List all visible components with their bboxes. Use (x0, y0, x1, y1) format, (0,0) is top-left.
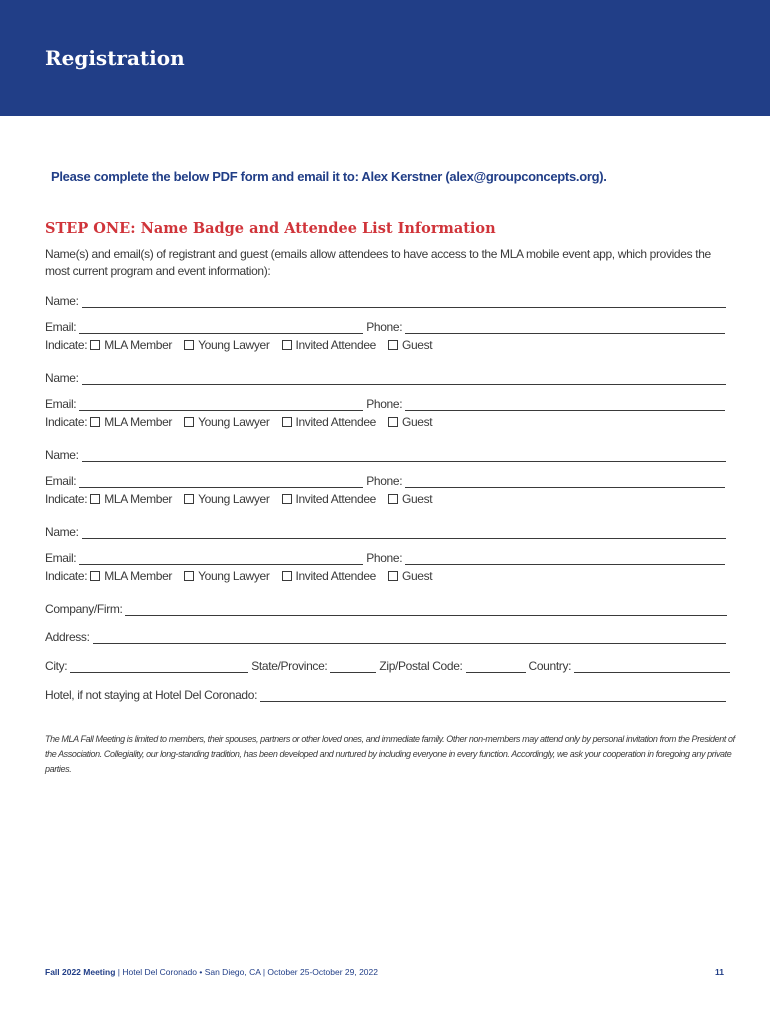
attendee-email-row (45, 472, 725, 488)
zip-field[interactable] (466, 660, 526, 673)
intro-text: Name(s) and email(s) of registrant and guest (emails allow attendees to have access to the MLA mobile event app, which provides the most current program and event information): (45, 247, 711, 278)
name-label: Name: (45, 371, 79, 385)
attendee-name-row (45, 523, 726, 539)
page-footer: Fall 2022 Meeting | Hotel Del Coronado • San Diego, CA | October 25-October 29, 2022 (45, 967, 378, 977)
state-label: State/Province: (251, 659, 328, 673)
attendee-name-row (45, 369, 726, 385)
phone-label: Phone: (366, 551, 403, 565)
attendee-name-row (45, 446, 726, 462)
footer-event: Fall 2022 Meeting (45, 967, 116, 977)
email-label: Email: (45, 397, 77, 411)
checkbox[interactable] (282, 494, 292, 504)
email-label: Email: (45, 474, 77, 488)
address-field[interactable] (93, 631, 726, 644)
email-field[interactable] (79, 321, 363, 334)
email-field[interactable] (79, 552, 363, 565)
checkbox[interactable] (90, 571, 100, 581)
company-field[interactable] (125, 603, 727, 616)
name-field[interactable] (82, 295, 726, 308)
indicate-row (45, 337, 444, 353)
option-young-lawyer[interactable]: Young Lawyer (184, 492, 269, 506)
page-header-banner (0, 0, 770, 116)
option-young-lawyer[interactable]: Young Lawyer (184, 415, 269, 429)
option-young-lawyer[interactable]: Young Lawyer (184, 338, 269, 352)
checkbox[interactable] (388, 571, 398, 581)
country-field[interactable] (574, 660, 730, 673)
checkbox[interactable] (184, 571, 194, 581)
indicate-label: Indicate: (45, 415, 88, 429)
name-label: Name: (45, 294, 79, 308)
checkbox[interactable] (90, 417, 100, 427)
checkbox[interactable] (388, 340, 398, 350)
name-field[interactable] (82, 372, 726, 385)
attendee-name-row (45, 292, 726, 308)
attendee-email-row (45, 318, 725, 334)
indicate-row (45, 491, 444, 507)
zip-label: Zip/Postal Code: (379, 659, 463, 673)
company-label: Company/Firm: (45, 602, 123, 616)
option-mla-member[interactable]: MLA Member (90, 492, 172, 506)
indicate-label: Indicate: (45, 338, 88, 352)
company-row (45, 600, 727, 616)
option-invited-attendee[interactable]: Invited Attendee (282, 415, 376, 429)
membership-note: The MLA Fall Meeting is limited to members, their spouses, partners or other loved ones, and immediate family. Other non-members may attend only by personal invitation from the President of the Association. Collegiality, our long-standing tradition, has been developed and nurtured by including everyone in every function. Accordingly, we ask your cooperation in foregoing any private parties. (45, 734, 735, 774)
city-label: City: (45, 659, 68, 673)
option-guest[interactable]: Guest (388, 415, 432, 429)
email-label: Email: (45, 551, 77, 565)
attendee-email-row (45, 549, 725, 565)
checkbox[interactable] (282, 417, 292, 427)
option-invited-attendee[interactable]: Invited Attendee (282, 338, 376, 352)
step-one-heading: STEP ONE: Name Badge and Attendee List Information (45, 220, 496, 237)
city-field[interactable] (70, 660, 248, 673)
option-mla-member[interactable]: MLA Member (90, 569, 172, 583)
phone-field[interactable] (405, 321, 725, 334)
indicate-label: Indicate: (45, 492, 88, 506)
name-label: Name: (45, 448, 79, 462)
instruction-text: Please complete the below PDF form and email it to: Alex Kerstner (alex@groupconcepts.org). (51, 169, 607, 184)
option-mla-member[interactable]: MLA Member (90, 338, 172, 352)
checkbox[interactable] (90, 494, 100, 504)
option-guest[interactable]: Guest (388, 338, 432, 352)
email-field[interactable] (79, 398, 363, 411)
footer-location: Hotel Del Coronado • San Diego, CA (122, 967, 261, 977)
checkbox[interactable] (282, 571, 292, 581)
footer-dates: October 25-October 29, 2022 (267, 967, 378, 977)
option-invited-attendee[interactable]: Invited Attendee (282, 492, 376, 506)
option-invited-attendee[interactable]: Invited Attendee (282, 569, 376, 583)
hotel-label: Hotel, if not staying at Hotel Del Coronado: (45, 688, 258, 702)
address-row (45, 628, 726, 644)
checkbox[interactable] (388, 417, 398, 427)
city-row (45, 657, 730, 673)
option-guest[interactable]: Guest (388, 569, 432, 583)
phone-label: Phone: (366, 474, 403, 488)
state-field[interactable] (330, 660, 376, 673)
option-guest[interactable]: Guest (388, 492, 432, 506)
address-label: Address: (45, 630, 90, 644)
checkbox[interactable] (184, 494, 194, 504)
phone-field[interactable] (405, 398, 725, 411)
name-field[interactable] (82, 449, 726, 462)
checkbox[interactable] (184, 417, 194, 427)
phone-label: Phone: (366, 320, 403, 334)
phone-field[interactable] (405, 552, 725, 565)
checkbox[interactable] (388, 494, 398, 504)
page-number: 11 (715, 967, 724, 977)
name-field[interactable] (82, 526, 726, 539)
hotel-field[interactable] (260, 689, 726, 702)
option-mla-member[interactable]: MLA Member (90, 415, 172, 429)
email-label: Email: (45, 320, 77, 334)
option-young-lawyer[interactable]: Young Lawyer (184, 569, 269, 583)
country-label: Country: (528, 659, 572, 673)
phone-field[interactable] (405, 475, 725, 488)
hotel-row (45, 686, 726, 702)
checkbox[interactable] (282, 340, 292, 350)
email-field[interactable] (79, 475, 363, 488)
page-title: Registration (45, 46, 185, 70)
indicate-label: Indicate: (45, 569, 88, 583)
checkbox[interactable] (184, 340, 194, 350)
phone-label: Phone: (366, 397, 403, 411)
indicate-row (45, 568, 444, 584)
name-label: Name: (45, 525, 79, 539)
checkbox[interactable] (90, 340, 100, 350)
attendee-email-row (45, 395, 725, 411)
indicate-row (45, 414, 444, 430)
